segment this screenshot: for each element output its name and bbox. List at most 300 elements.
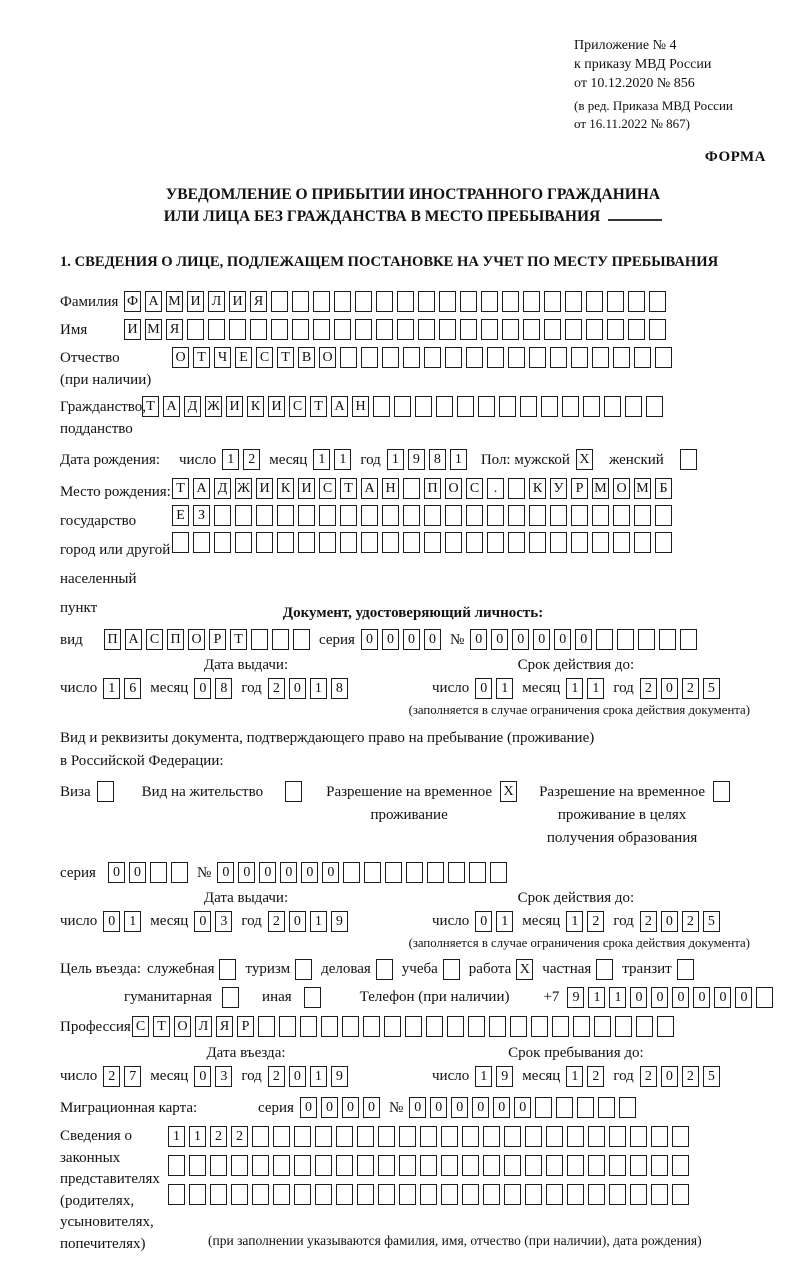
char-cell[interactable]: 2	[268, 911, 285, 932]
char-cell[interactable]	[562, 396, 579, 417]
char-cell[interactable]	[628, 319, 645, 340]
char-cell[interactable]: О	[172, 347, 189, 368]
char-cell[interactable]	[504, 1126, 521, 1147]
char-cell[interactable]	[321, 1016, 338, 1037]
char-cell[interactable]	[672, 1126, 689, 1147]
char-cell[interactable]: 2	[640, 1066, 657, 1087]
char-cell[interactable]	[565, 291, 582, 312]
char-cell[interactable]	[565, 319, 582, 340]
char-cell[interactable]	[657, 1016, 674, 1037]
char-cell[interactable]: Д	[214, 478, 231, 499]
char-cell[interactable]	[403, 478, 420, 499]
char-cell[interactable]	[571, 532, 588, 553]
char-cell[interactable]	[502, 319, 519, 340]
char-cell[interactable]	[397, 319, 414, 340]
char-cell[interactable]	[336, 1184, 353, 1205]
char-cell[interactable]: 2	[640, 678, 657, 699]
char-cell[interactable]: Л	[195, 1016, 212, 1037]
char-cell[interactable]	[231, 1184, 248, 1205]
char-cell[interactable]	[541, 396, 558, 417]
char-cell[interactable]: 0	[194, 678, 211, 699]
char-cell[interactable]: П	[167, 629, 184, 650]
char-cell[interactable]	[483, 1126, 500, 1147]
char-cell[interactable]: К	[247, 396, 264, 417]
char-cell[interactable]	[405, 1016, 422, 1037]
char-cell[interactable]	[655, 505, 672, 526]
char-cell[interactable]	[634, 532, 651, 553]
char-cell[interactable]	[439, 319, 456, 340]
char-cell[interactable]: Т	[230, 629, 247, 650]
char-cell[interactable]	[487, 347, 504, 368]
char-cell[interactable]: К	[277, 478, 294, 499]
char-cell[interactable]: К	[529, 478, 546, 499]
char-cell[interactable]	[634, 347, 651, 368]
char-cell[interactable]: А	[125, 629, 142, 650]
char-cell[interactable]: И	[298, 478, 315, 499]
char-cell[interactable]	[672, 1155, 689, 1176]
char-cell[interactable]	[436, 396, 453, 417]
char-cell[interactable]	[319, 532, 336, 553]
char-cell[interactable]	[406, 862, 423, 883]
char-cell[interactable]	[210, 1155, 227, 1176]
char-cell[interactable]	[481, 319, 498, 340]
char-cell[interactable]	[256, 505, 273, 526]
char-cell[interactable]	[441, 1184, 458, 1205]
char-cell[interactable]	[251, 629, 268, 650]
char-cell[interactable]	[529, 532, 546, 553]
char-cell[interactable]: 0	[693, 987, 710, 1008]
char-cell[interactable]	[340, 347, 357, 368]
char-cell[interactable]: 1	[189, 1126, 206, 1147]
char-cell[interactable]: Я	[250, 291, 267, 312]
char-cell[interactable]	[445, 347, 462, 368]
char-cell[interactable]	[252, 1184, 269, 1205]
char-cell[interactable]	[615, 1016, 632, 1037]
char-cell[interactable]	[592, 347, 609, 368]
char-cell[interactable]: 1	[103, 678, 120, 699]
char-cell[interactable]	[334, 319, 351, 340]
char-cell[interactable]: 6	[124, 678, 141, 699]
char-cell[interactable]: 0	[382, 629, 399, 650]
char-cell[interactable]	[619, 1097, 636, 1118]
char-cell[interactable]	[672, 1184, 689, 1205]
char-cell[interactable]	[490, 862, 507, 883]
char-cell[interactable]	[594, 1016, 611, 1037]
char-cell[interactable]	[97, 781, 114, 802]
char-cell[interactable]	[355, 319, 372, 340]
char-cell[interactable]	[630, 1184, 647, 1205]
char-cell[interactable]	[271, 319, 288, 340]
char-cell[interactable]	[361, 532, 378, 553]
char-cell[interactable]	[231, 1155, 248, 1176]
char-cell[interactable]	[487, 532, 504, 553]
char-cell[interactable]	[403, 505, 420, 526]
char-cell[interactable]: 0	[321, 1097, 338, 1118]
char-cell[interactable]	[609, 1126, 626, 1147]
char-cell[interactable]: 1	[475, 1066, 492, 1087]
char-cell[interactable]: 5	[703, 1066, 720, 1087]
char-cell[interactable]	[378, 1126, 395, 1147]
char-cell[interactable]: 2	[268, 678, 285, 699]
char-cell[interactable]	[378, 1155, 395, 1176]
char-cell[interactable]	[487, 505, 504, 526]
char-cell[interactable]	[588, 1184, 605, 1205]
char-cell[interactable]: 1	[496, 678, 513, 699]
char-cell[interactable]: 2	[682, 1066, 699, 1087]
char-cell[interactable]	[529, 505, 546, 526]
char-cell[interactable]	[418, 319, 435, 340]
char-cell[interactable]: 0	[342, 1097, 359, 1118]
char-cell[interactable]	[285, 781, 302, 802]
char-cell[interactable]	[424, 505, 441, 526]
char-cell[interactable]: 1	[387, 449, 404, 470]
char-cell[interactable]: 0	[322, 862, 339, 883]
char-cell[interactable]	[646, 396, 663, 417]
char-cell[interactable]: О	[319, 347, 336, 368]
char-cell[interactable]	[403, 347, 420, 368]
char-cell[interactable]: Я	[166, 319, 183, 340]
char-cell[interactable]: Е	[172, 505, 189, 526]
char-cell[interactable]: Ж	[235, 478, 252, 499]
char-cell[interactable]: 0	[475, 911, 492, 932]
char-cell[interactable]	[445, 532, 462, 553]
char-cell[interactable]	[385, 862, 402, 883]
char-cell[interactable]	[382, 505, 399, 526]
char-cell[interactable]: 1	[310, 1066, 327, 1087]
char-cell[interactable]: 0	[129, 862, 146, 883]
char-cell[interactable]	[357, 1155, 374, 1176]
char-cell[interactable]: Р	[237, 1016, 254, 1037]
char-cell[interactable]: X	[516, 959, 533, 980]
char-cell[interactable]: 0	[533, 629, 550, 650]
char-cell[interactable]	[556, 1097, 573, 1118]
char-cell[interactable]	[445, 505, 462, 526]
char-cell[interactable]	[340, 532, 357, 553]
char-cell[interactable]	[250, 319, 267, 340]
char-cell[interactable]	[550, 532, 567, 553]
char-cell[interactable]	[508, 347, 525, 368]
char-cell[interactable]	[342, 1016, 359, 1037]
char-cell[interactable]	[210, 1184, 227, 1205]
char-cell[interactable]: С	[256, 347, 273, 368]
char-cell[interactable]: И	[124, 319, 141, 340]
char-cell[interactable]	[447, 1016, 464, 1037]
char-cell[interactable]	[609, 1184, 626, 1205]
char-cell[interactable]	[313, 319, 330, 340]
char-cell[interactable]	[193, 532, 210, 553]
char-cell[interactable]: С	[146, 629, 163, 650]
char-cell[interactable]	[235, 505, 252, 526]
char-cell[interactable]: М	[592, 478, 609, 499]
char-cell[interactable]	[420, 1155, 437, 1176]
char-cell[interactable]	[357, 1184, 374, 1205]
char-cell[interactable]	[550, 505, 567, 526]
char-cell[interactable]: 0	[470, 629, 487, 650]
char-cell[interactable]: С	[466, 478, 483, 499]
char-cell[interactable]	[273, 1155, 290, 1176]
char-cell[interactable]: 0	[475, 678, 492, 699]
char-cell[interactable]	[418, 291, 435, 312]
char-cell[interactable]: 0	[301, 862, 318, 883]
char-cell[interactable]	[187, 319, 204, 340]
char-cell[interactable]	[592, 532, 609, 553]
char-cell[interactable]	[295, 959, 312, 980]
char-cell[interactable]: 0	[514, 1097, 531, 1118]
char-cell[interactable]: 0	[575, 629, 592, 650]
char-cell[interactable]: 0	[194, 1066, 211, 1087]
char-cell[interactable]	[462, 1126, 479, 1147]
char-cell[interactable]	[462, 1155, 479, 1176]
char-cell[interactable]	[598, 1097, 615, 1118]
char-cell[interactable]	[680, 629, 697, 650]
char-cell[interactable]	[483, 1155, 500, 1176]
char-cell[interactable]	[617, 629, 634, 650]
char-cell[interactable]	[462, 1184, 479, 1205]
char-cell[interactable]: 0	[661, 1066, 678, 1087]
char-cell[interactable]: 0	[451, 1097, 468, 1118]
char-cell[interactable]	[258, 1016, 275, 1037]
char-cell[interactable]: 1	[124, 911, 141, 932]
char-cell[interactable]: 1	[313, 449, 330, 470]
char-cell[interactable]: И	[226, 396, 243, 417]
char-cell[interactable]	[523, 291, 540, 312]
char-cell[interactable]: 0	[409, 1097, 426, 1118]
char-cell[interactable]	[504, 1184, 521, 1205]
char-cell[interactable]	[651, 1155, 668, 1176]
char-cell[interactable]: 1	[609, 987, 626, 1008]
char-cell[interactable]: 0	[289, 911, 306, 932]
char-cell[interactable]: 1	[168, 1126, 185, 1147]
char-cell[interactable]	[384, 1016, 401, 1037]
char-cell[interactable]: И	[229, 291, 246, 312]
char-cell[interactable]	[315, 1155, 332, 1176]
char-cell[interactable]: Р	[571, 478, 588, 499]
char-cell[interactable]: 1	[566, 678, 583, 699]
char-cell[interactable]: 0	[289, 1066, 306, 1087]
char-cell[interactable]	[604, 396, 621, 417]
char-cell[interactable]: 9	[331, 1066, 348, 1087]
char-cell[interactable]: О	[613, 478, 630, 499]
char-cell[interactable]	[478, 396, 495, 417]
char-cell[interactable]	[252, 1155, 269, 1176]
char-cell[interactable]	[294, 1126, 311, 1147]
char-cell[interactable]: 1	[566, 911, 583, 932]
char-cell[interactable]	[272, 629, 289, 650]
char-cell[interactable]	[523, 319, 540, 340]
char-cell[interactable]	[550, 347, 567, 368]
char-cell[interactable]	[426, 1016, 443, 1037]
char-cell[interactable]: 0	[493, 1097, 510, 1118]
char-cell[interactable]	[168, 1155, 185, 1176]
char-cell[interactable]	[357, 1126, 374, 1147]
char-cell[interactable]: 1	[334, 449, 351, 470]
char-cell[interactable]: 1	[310, 678, 327, 699]
char-cell[interactable]: О	[445, 478, 462, 499]
char-cell[interactable]: 9	[331, 911, 348, 932]
char-cell[interactable]: 2	[103, 1066, 120, 1087]
char-cell[interactable]: Т	[340, 478, 357, 499]
char-cell[interactable]	[713, 781, 730, 802]
char-cell[interactable]	[427, 862, 444, 883]
char-cell[interactable]	[189, 1155, 206, 1176]
char-cell[interactable]	[481, 291, 498, 312]
char-cell[interactable]: 0	[289, 678, 306, 699]
char-cell[interactable]	[443, 959, 460, 980]
char-cell[interactable]: 0	[672, 987, 689, 1008]
char-cell[interactable]	[586, 319, 603, 340]
char-cell[interactable]	[361, 505, 378, 526]
char-cell[interactable]	[292, 291, 309, 312]
char-cell[interactable]: 1	[566, 1066, 583, 1087]
char-cell[interactable]	[399, 1155, 416, 1176]
char-cell[interactable]	[363, 1016, 380, 1037]
char-cell[interactable]	[273, 1184, 290, 1205]
char-cell[interactable]	[441, 1126, 458, 1147]
char-cell[interactable]: 2	[682, 678, 699, 699]
char-cell[interactable]	[628, 291, 645, 312]
char-cell[interactable]: 7	[124, 1066, 141, 1087]
char-cell[interactable]: 2	[587, 1066, 604, 1087]
char-cell[interactable]	[214, 505, 231, 526]
char-cell[interactable]: С	[319, 478, 336, 499]
char-cell[interactable]: Б	[655, 478, 672, 499]
char-cell[interactable]	[634, 505, 651, 526]
char-cell[interactable]: 2	[268, 1066, 285, 1087]
char-cell[interactable]: П	[104, 629, 121, 650]
char-cell[interactable]	[399, 1126, 416, 1147]
char-cell[interactable]: 0	[714, 987, 731, 1008]
char-cell[interactable]: X	[500, 781, 517, 802]
char-cell[interactable]: С	[289, 396, 306, 417]
char-cell[interactable]: О	[188, 629, 205, 650]
char-cell[interactable]: 0	[238, 862, 255, 883]
char-cell[interactable]: Д	[184, 396, 201, 417]
char-cell[interactable]: 0	[217, 862, 234, 883]
char-cell[interactable]: У	[550, 478, 567, 499]
char-cell[interactable]	[378, 1184, 395, 1205]
char-cell[interactable]	[466, 532, 483, 553]
char-cell[interactable]	[382, 347, 399, 368]
char-cell[interactable]	[680, 449, 697, 470]
char-cell[interactable]: Т	[142, 396, 159, 417]
char-cell[interactable]: 0	[735, 987, 752, 1008]
char-cell[interactable]	[150, 862, 167, 883]
char-cell[interactable]: С	[132, 1016, 149, 1037]
char-cell[interactable]	[756, 987, 773, 1008]
char-cell[interactable]	[466, 505, 483, 526]
char-cell[interactable]	[373, 396, 390, 417]
char-cell[interactable]	[552, 1016, 569, 1037]
char-cell[interactable]	[638, 629, 655, 650]
char-cell[interactable]: 5	[703, 678, 720, 699]
char-cell[interactable]	[376, 319, 393, 340]
char-cell[interactable]	[420, 1184, 437, 1205]
char-cell[interactable]: 0	[630, 987, 647, 1008]
char-cell[interactable]: 8	[215, 678, 232, 699]
char-cell[interactable]	[613, 532, 630, 553]
char-cell[interactable]	[315, 1126, 332, 1147]
char-cell[interactable]	[567, 1126, 584, 1147]
char-cell[interactable]	[219, 959, 236, 980]
char-cell[interactable]: 2	[640, 911, 657, 932]
char-cell[interactable]	[171, 862, 188, 883]
char-cell[interactable]	[586, 291, 603, 312]
char-cell[interactable]: 0	[424, 629, 441, 650]
char-cell[interactable]	[441, 1155, 458, 1176]
char-cell[interactable]	[508, 505, 525, 526]
char-cell[interactable]	[469, 862, 486, 883]
char-cell[interactable]	[544, 291, 561, 312]
char-cell[interactable]	[304, 987, 321, 1008]
char-cell[interactable]: В	[298, 347, 315, 368]
char-cell[interactable]	[636, 1016, 653, 1037]
char-cell[interactable]	[293, 629, 310, 650]
char-cell[interactable]: П	[424, 478, 441, 499]
char-cell[interactable]: Т	[310, 396, 327, 417]
char-cell[interactable]	[508, 478, 525, 499]
char-cell[interactable]: 3	[215, 911, 232, 932]
char-cell[interactable]: 1	[496, 911, 513, 932]
char-cell[interactable]	[214, 532, 231, 553]
char-cell[interactable]	[489, 1016, 506, 1037]
char-cell[interactable]	[525, 1155, 542, 1176]
char-cell[interactable]: 0	[651, 987, 668, 1008]
char-cell[interactable]: 0	[661, 678, 678, 699]
char-cell[interactable]: 0	[300, 1097, 317, 1118]
char-cell[interactable]: 9	[408, 449, 425, 470]
char-cell[interactable]	[567, 1184, 584, 1205]
char-cell[interactable]: Р	[209, 629, 226, 650]
char-cell[interactable]	[567, 1155, 584, 1176]
char-cell[interactable]	[531, 1016, 548, 1037]
char-cell[interactable]: М	[145, 319, 162, 340]
char-cell[interactable]	[520, 396, 537, 417]
char-cell[interactable]: 2	[682, 911, 699, 932]
char-cell[interactable]: 0	[259, 862, 276, 883]
char-cell[interactable]	[613, 505, 630, 526]
char-cell[interactable]: М	[634, 478, 651, 499]
char-cell[interactable]: 9	[567, 987, 584, 1008]
char-cell[interactable]	[508, 532, 525, 553]
char-cell[interactable]	[460, 319, 477, 340]
char-cell[interactable]: 1	[587, 678, 604, 699]
char-cell[interactable]: З	[193, 505, 210, 526]
char-cell[interactable]	[235, 532, 252, 553]
char-cell[interactable]: 2	[243, 449, 260, 470]
char-cell[interactable]: А	[331, 396, 348, 417]
char-cell[interactable]	[376, 959, 393, 980]
char-cell[interactable]	[439, 291, 456, 312]
char-cell[interactable]	[298, 505, 315, 526]
char-cell[interactable]	[613, 347, 630, 368]
char-cell[interactable]: 8	[331, 678, 348, 699]
char-cell[interactable]	[403, 532, 420, 553]
char-cell[interactable]: Н	[382, 478, 399, 499]
char-cell[interactable]: А	[361, 478, 378, 499]
char-cell[interactable]	[588, 1126, 605, 1147]
char-cell[interactable]	[424, 347, 441, 368]
char-cell[interactable]	[468, 1016, 485, 1037]
char-cell[interactable]: 2	[587, 911, 604, 932]
char-cell[interactable]	[415, 396, 432, 417]
char-cell[interactable]	[189, 1184, 206, 1205]
char-cell[interactable]	[630, 1126, 647, 1147]
char-cell[interactable]	[659, 629, 676, 650]
char-cell[interactable]	[315, 1184, 332, 1205]
char-cell[interactable]	[273, 1126, 290, 1147]
char-cell[interactable]	[630, 1155, 647, 1176]
char-cell[interactable]: 0	[363, 1097, 380, 1118]
